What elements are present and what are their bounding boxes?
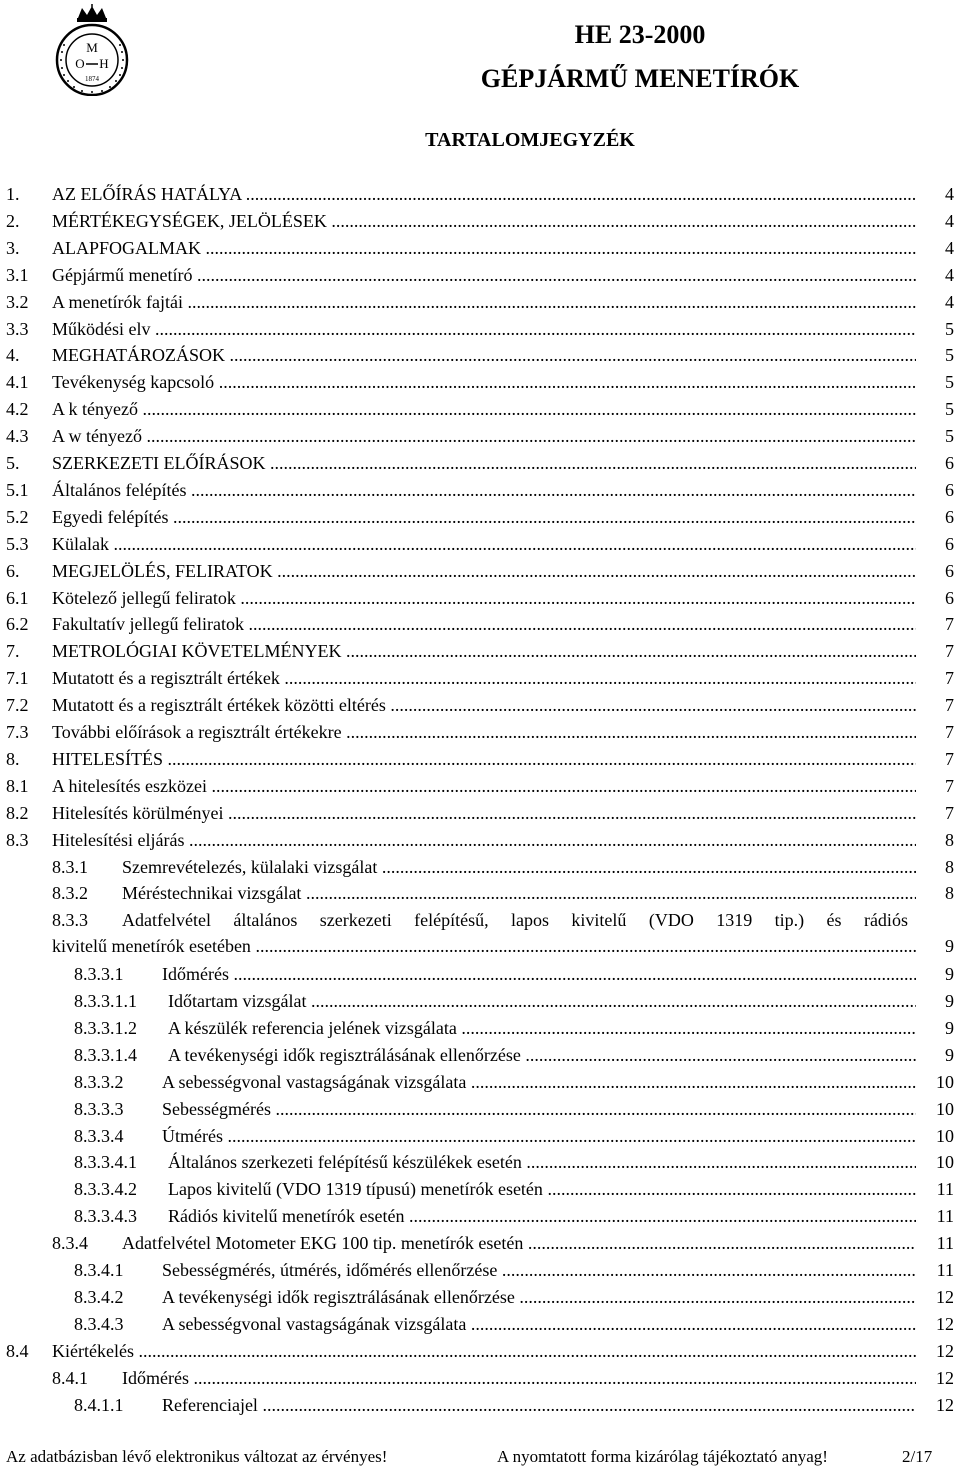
toc-entry-number: 1. — [6, 184, 20, 204]
toc-entry-number: 8.3.3.3 — [74, 1098, 124, 1119]
toc-entry[interactable] — [6, 182, 960, 206]
toc-entry-title-word: (VDO — [648, 910, 694, 931]
toc-entry[interactable] — [52, 1231, 960, 1255]
toc-entry-multiline[interactable] — [52, 907, 960, 959]
toc-entry[interactable] — [6, 209, 960, 233]
toc-entry-number: 7.2 — [6, 695, 29, 716]
toc-entry-title: AZ ELŐÍRÁS HATÁLYA ..... — [52, 182, 916, 206]
toc-entry-page: 4 — [945, 184, 954, 204]
toc-entry[interactable] — [6, 236, 960, 260]
toc-entry[interactable] — [6, 1339, 960, 1363]
toc-entry-title: A menetírók fajtái ..... — [52, 290, 916, 314]
toc-entry[interactable] — [6, 586, 960, 610]
toc-entry-page: 6 — [945, 560, 954, 581]
toc-entry-title: Mutatott és a regisztrált értékek ..... — [52, 666, 916, 690]
toc-entry[interactable] — [52, 855, 960, 879]
toc-entry-page: 6 — [945, 506, 954, 527]
toc-entry[interactable] — [6, 397, 960, 421]
toc-entry-number: 3. — [6, 237, 20, 258]
toc-entry-page: 7 — [945, 614, 954, 635]
toc-entry-number: 8.3.3.4.2 — [74, 1179, 137, 1200]
toc-entry-title-word: általános — [233, 910, 298, 931]
toc-entry-page: 5 — [945, 318, 954, 339]
toc-entry-title: Kiértékelés ..... — [52, 1339, 916, 1363]
toc-entry-page: 12 — [936, 1340, 954, 1361]
toc-entry-number: 4.1 — [6, 372, 29, 393]
toc-entry-page: 7 — [945, 775, 954, 796]
toc-entry-title: Referenciajel ..... — [162, 1393, 916, 1417]
toc-entry-title: Adatfelvétel Motometer EKG 100 tip. menetírók esetén ..... — [122, 1231, 916, 1255]
toc-entry[interactable] — [6, 263, 960, 287]
toc-entry[interactable] — [74, 1204, 960, 1228]
toc-entry-page: 10 — [936, 1152, 954, 1173]
toc-entry-number: 8.4.1.1 — [74, 1394, 124, 1415]
toc-entry-title: A sebességvonal vastagságának vizsgálata ..... — [162, 1070, 916, 1094]
toc-heading: TARTALOMJEGYZÉK — [425, 129, 635, 151]
toc-entry-title: METROLÓGIAI KÖVETELMÉNYEK ..... — [52, 639, 916, 663]
toc-entry[interactable] — [6, 505, 960, 529]
toc-entry-title: Általános szerkezeti felépítésű készülékek esetén ..... — [168, 1150, 916, 1174]
toc-entry-title-word: 1319 — [716, 910, 753, 931]
omh-seal-icon — [52, 4, 132, 96]
toc-entry-page: 8 — [945, 829, 954, 850]
toc-entry[interactable] — [6, 317, 960, 341]
toc-entry-page: 7 — [945, 641, 954, 662]
toc-entry-title: MEGJELÖLÉS, FELIRATOK ..... — [52, 559, 916, 583]
toc-entry-page: 4 — [945, 291, 954, 312]
toc-entry-number: 4. — [6, 345, 20, 366]
toc-entry-title-word: és — [826, 910, 842, 931]
toc-entry-page: 5 — [945, 426, 954, 447]
toc-entry-number: 8.3.3.4 — [74, 1125, 124, 1146]
toc-entry-number: 7.3 — [6, 722, 29, 742]
toc-entry-page: 8 — [945, 883, 954, 904]
toc-entry-title-word: rádiós — [863, 910, 908, 931]
toc-entry-number: 8.3.3 — [52, 910, 88, 931]
toc-entry-title-word: felépítésű, — [414, 910, 489, 931]
toc-entry-number: 2. — [6, 210, 20, 231]
toc-entry[interactable] — [6, 424, 960, 448]
toc-entry-title: Szemrevételezés, külalaki vizsgálat ..... — [122, 855, 916, 879]
toc-entry[interactable] — [6, 478, 960, 502]
toc-entry-number: 8.3.3.4.1 — [74, 1152, 137, 1173]
toc-entry-number: 3.1 — [6, 264, 29, 285]
toc-entry[interactable] — [6, 559, 960, 583]
toc-entry-title: Időmérés ..... — [162, 962, 916, 986]
toc-entry-title-word: lapos — [511, 910, 550, 931]
toc-entry-title: Működési elv ..... — [52, 317, 916, 341]
toc-entry[interactable] — [6, 343, 960, 367]
toc-entry[interactable] — [6, 747, 960, 771]
toc-entry-title: A w tényező ..... — [52, 424, 916, 448]
toc-entry[interactable] — [6, 666, 960, 690]
toc-entry-page: 4 — [945, 210, 954, 231]
toc-entry[interactable] — [74, 1285, 960, 1309]
toc-entry-title: Hitelesítési eljárás ..... — [52, 828, 916, 852]
toc-entry[interactable] — [74, 1070, 960, 1094]
toc-entry-page: 4 — [945, 237, 954, 258]
toc-entry-title: A k tényező ..... — [52, 397, 916, 421]
toc-entry[interactable] — [74, 1016, 960, 1040]
toc-entry-page: 4 — [945, 264, 954, 285]
toc-entry-title: ALAPFOGALMAK ..... — [52, 236, 916, 260]
toc-entry-page: 7 — [945, 722, 954, 742]
toc-entry-title: Útmérés ..... — [162, 1124, 916, 1148]
toc-entry-title: Sebességmérés ..... — [162, 1097, 916, 1121]
page-number: 2/17 — [902, 1447, 933, 1466]
toc-entry-title: Tevékenység kapcsoló ..... — [52, 370, 916, 394]
footer-validity-note: Az adatbázisban lévő elektronikus változat az érvényes! — [6, 1447, 388, 1466]
toc-entry[interactable] — [6, 290, 960, 314]
toc-entry-number: 8.4.1 — [52, 1367, 88, 1388]
toc-entry-title: kivitelű menetírók esetében ..... — [52, 933, 916, 959]
toc-entry-page: 10 — [936, 1098, 954, 1119]
toc-entry[interactable] — [74, 989, 960, 1013]
toc-entry[interactable] — [74, 1097, 960, 1121]
toc-entry-title: MÉRTÉKEGYSÉGEK, JELÖLÉSEK ..... — [52, 209, 916, 233]
toc-entry-title: Külalak ..... — [52, 532, 916, 556]
toc-entry-page: 5 — [945, 345, 954, 366]
toc-entry[interactable] — [74, 1043, 960, 1067]
toc-entry-number: 5.3 — [6, 533, 29, 554]
svg-text:M: M — [86, 40, 98, 55]
toc-entry-page: 7 — [945, 695, 954, 716]
footer-print-note: A nyomtatott forma kizárólag tájékoztató anyag! — [497, 1447, 828, 1466]
toc-entry-number: 8.3.3.1.1 — [74, 991, 137, 1011]
toc-entry[interactable] — [6, 774, 960, 798]
toc-entry-page: 7 — [945, 668, 954, 689]
toc-entry-number: 8.3.3.2 — [74, 1071, 124, 1092]
toc-entry-title: HITELESÍTÉS ..... — [52, 747, 916, 771]
toc-entry-number: 3.2 — [6, 291, 29, 312]
toc-entry-number: 8.3.4.1 — [74, 1260, 124, 1280]
toc-entry-page: 9 — [945, 991, 954, 1011]
toc-entry[interactable] — [74, 1124, 960, 1148]
toc-entry-title: Időtartam vizsgálat ..... — [168, 989, 916, 1013]
toc-entry-number: 6. — [6, 560, 20, 581]
toc-entry-number: 6.1 — [6, 587, 29, 608]
toc-entry-page: 10 — [936, 1125, 954, 1146]
toc-entry-title: A tevékenységi idők regisztrálásának ellenőrzése ..... — [168, 1043, 916, 1067]
toc-entry-page: 9 — [945, 1044, 954, 1065]
toc-entry-number: 5.2 — [6, 506, 29, 527]
document-name: GÉPJÁRMŰ MENETÍRÓK — [480, 64, 800, 93]
toc-entry[interactable] — [74, 1312, 960, 1336]
toc-entry-title: A hitelesítés eszközei ..... — [52, 774, 916, 798]
toc-entry-title: További előírások a regisztrált értékekre ..... — [52, 720, 916, 744]
toc-entry-title: Rádiós kivitelű menetírók esetén ..... — [168, 1204, 916, 1228]
toc-entry-number: 8.3.3.4.3 — [74, 1206, 137, 1227]
toc-entry-title: Fakultatív jellegű feliratok ..... — [52, 612, 916, 636]
toc-entry-number: 8.3.1 — [52, 856, 88, 877]
toc-entry-number: 5. — [6, 453, 20, 473]
toc-entry-page: 11 — [936, 1179, 954, 1200]
toc-entry[interactable] — [6, 451, 960, 475]
toc-entry-number: 4.3 — [6, 426, 29, 447]
toc-entry[interactable] — [52, 881, 960, 905]
toc-entry-number: 8.3.4.2 — [74, 1286, 124, 1307]
toc-entry-page: 10 — [936, 1071, 954, 1092]
toc-entry-title: A készülék referencia jelének vizsgálata ..... — [168, 1016, 916, 1040]
toc-entry-title: SZERKEZETI ELŐÍRÁSOK ..... — [52, 451, 916, 475]
toc-entry-number: 8.1 — [6, 775, 29, 796]
toc-entry[interactable] — [74, 1150, 960, 1174]
toc-entry-title: Sebességmérés, útmérés, időmérés ellenőrzése ..... — [162, 1258, 916, 1282]
toc-entry-page: 6 — [945, 453, 954, 473]
toc-entry-number: 8.3.2 — [52, 883, 88, 904]
svg-text:1874: 1874 — [85, 75, 99, 83]
svg-text:O: O — [75, 56, 85, 71]
toc-entry-page: 11 — [936, 1206, 954, 1227]
svg-text:H: H — [99, 56, 109, 71]
toc-entry-page: 7 — [945, 802, 954, 823]
toc-entry[interactable] — [6, 801, 960, 825]
toc-entry-number: 8.3.3.1.4 — [74, 1044, 137, 1065]
toc-entry-number: 8.3.4.3 — [74, 1313, 124, 1334]
toc-entry-page: 8 — [945, 856, 954, 877]
toc-entry-page: 11 — [936, 1260, 954, 1280]
toc-entry-number: 5.1 — [6, 479, 29, 500]
toc-entry-number: 7. — [6, 641, 20, 662]
toc-entry[interactable] — [6, 612, 960, 636]
toc-entry-page: 12 — [936, 1286, 954, 1307]
toc-entry[interactable] — [6, 532, 960, 556]
toc-entry-title: Méréstechnikai vizsgálat ..... — [122, 881, 916, 905]
toc-entry-number: 8.3.3.1 — [74, 964, 124, 985]
toc-entry-page: 6 — [945, 587, 954, 608]
toc-entry[interactable] — [74, 1393, 960, 1417]
toc-entry[interactable] — [52, 1366, 960, 1390]
toc-entry[interactable] — [74, 962, 960, 986]
toc-entry-number: 3.3 — [6, 318, 29, 339]
toc-entry-title: Általános felépítés ..... — [52, 478, 916, 502]
toc-entry-title: Egyedi felépítés ..... — [52, 505, 916, 529]
toc-entry-number: 8.4 — [6, 1340, 29, 1361]
toc-entry-page: 12 — [936, 1367, 954, 1388]
toc-entry[interactable] — [6, 693, 960, 717]
toc-entry-title: Gépjármű menetíró ..... — [52, 263, 916, 287]
toc-entry-number: 8.3.3.1.2 — [74, 1017, 137, 1038]
toc-entry-page: 6 — [945, 533, 954, 554]
toc-entry-title-word: szerkezeti — [319, 910, 392, 931]
toc-entry-page: 5 — [945, 399, 954, 420]
toc-entry-number: 6.2 — [6, 614, 29, 635]
toc-entry-title: Időmérés ..... — [122, 1366, 916, 1390]
toc-entry-number: 8.3.4 — [52, 1233, 88, 1254]
toc-entry-number: 4.2 — [6, 399, 29, 420]
toc-entry-title-word: tip.) — [774, 910, 805, 931]
toc-entry-title: Kötelező jellegű feliratok ..... — [52, 586, 916, 610]
toc-entry-title: Hitelesítés körülményei ..... — [52, 801, 916, 825]
toc-entry[interactable] — [6, 720, 960, 744]
toc-entry-title: A sebességvonal vastagságának vizsgálata ..... — [162, 1312, 916, 1336]
toc-entry[interactable] — [74, 1177, 960, 1201]
toc-entry[interactable] — [6, 370, 960, 394]
toc-entry-title: A tevékenységi idők regisztrálásának ellenőrzése ..... — [162, 1285, 916, 1309]
toc-entry-page: 6 — [945, 479, 954, 500]
toc-entry-page: 12 — [936, 1313, 954, 1334]
toc-entry-title: MEGHATÁROZÁSOK ..... — [52, 343, 916, 367]
toc-entry-number: 7.1 — [6, 668, 29, 689]
toc-entry-number: 8. — [6, 748, 20, 769]
toc-entry-title: Mutatott és a regisztrált értékek közötti eltérés ..... — [52, 693, 916, 717]
toc-entry[interactable] — [6, 639, 960, 663]
toc-entry-title: Lapos kivitelű (VDO 1319 típusú) menetírók esetén ..... — [168, 1177, 916, 1201]
toc-entry-page: 12 — [936, 1394, 954, 1415]
toc-entry-number: 8.2 — [6, 802, 29, 823]
toc-entry-title-word: kivitelű — [571, 910, 627, 931]
toc-entry-page: 9 — [945, 936, 954, 957]
document-id: HE 23-2000 — [574, 20, 706, 49]
toc-entry-page: 7 — [945, 748, 954, 769]
toc-entry[interactable] — [74, 1258, 960, 1282]
toc-entry-title-word: Adatfelvétel — [122, 910, 211, 931]
toc-entry-page: 9 — [945, 964, 954, 985]
toc-entry[interactable] — [6, 828, 960, 852]
toc-entry-page: 9 — [945, 1017, 954, 1038]
toc-entry-number: 8.3 — [6, 829, 29, 850]
toc-entry-page: 11 — [936, 1233, 954, 1254]
toc-entry-page: 5 — [945, 372, 954, 393]
